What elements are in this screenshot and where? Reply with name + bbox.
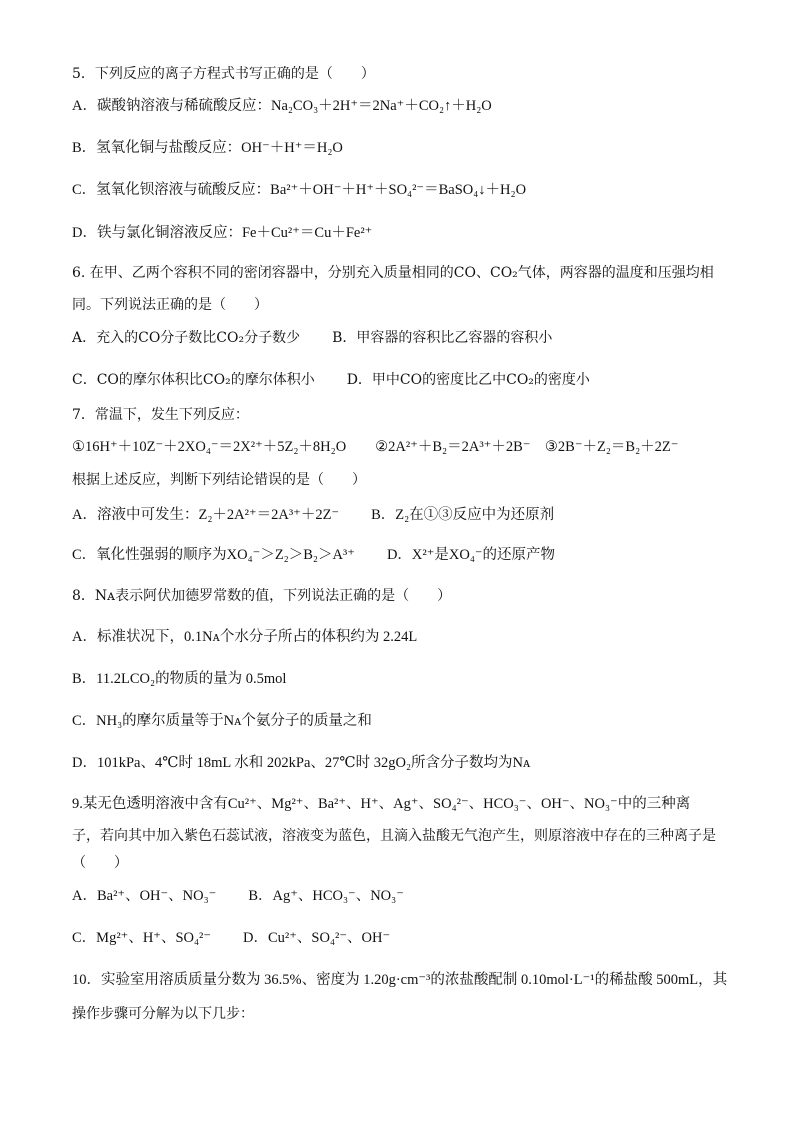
q5-option-c: C．氢氧化钡溶液与硫酸反应：Ba²⁺＋OH⁻＋H⁺＋SO₄²⁻＝BaSO₄↓＋H₂O <box>72 182 527 198</box>
q7-option-d: D．X²⁺是XO₄⁻的还原产物 <box>386 547 556 563</box>
q6-option-c: C．CO的摩尔体积比CO₂的摩尔体积小 <box>72 372 315 388</box>
q6-stem-line1: 6. 在甲、乙两个容积不同的密闭容器中，分别充入质量相同的CO、CO₂气体，两容器的温度和压强均相 <box>72 265 714 281</box>
q6-option-b: B．甲容器的容积比乙容器的容积小 <box>332 330 553 346</box>
q5-option-d: D．铁与氯化铜溶液反应：Fe＋Cu²⁺＝Cu＋Fe²⁺ <box>72 225 373 241</box>
q5-option-b: B．氢氧化铜与盐酸反应：OH⁻＋H⁺＝H₂O <box>72 140 343 156</box>
q9-options-cd <box>72 928 732 948</box>
q6-option-d: D．甲中CO的密度比乙中CO₂的密度小 <box>346 372 590 388</box>
q6-stem-line2: 同。下列说法正确的是（ ） <box>72 297 268 313</box>
q9-option-a: A．Ba²⁺、OH⁻、NO₃⁻ <box>72 888 217 904</box>
q8-option-c: C．NH₃的摩尔质量等于Nᴀ个氨分子的质量之和 <box>72 713 372 729</box>
q7-options-ab <box>72 505 732 525</box>
q7-stem2: 根据上述反应，判断下列结论错误的是（ ） <box>72 472 366 488</box>
q7-stem: 7．常温下，发生下列反应： <box>72 407 249 423</box>
q7-options-cd <box>72 545 732 565</box>
q8-option-a: A．标准状况下，0.1Nᴀ个水分子所占的体积约为 2.24L <box>72 629 418 645</box>
q9-option-b: B．Ag⁺、HCO₃⁻、NO₃⁻ <box>248 888 404 904</box>
q7-reactions: ①16H⁺＋10Z⁻＋2XO₄⁻＝2X²⁺＋5Z₂＋8H₂O ②2A²⁺＋B₂＝2A³⁺＋2B⁻ ③2B⁻＋Z₂＝B₂＋2Z⁻ <box>72 439 679 455</box>
q8-option-d: D．101kPa、4℃时 18mL 水和 202kPa、27℃时 32gO₂所含分子数均为Nᴀ <box>72 755 531 771</box>
q9-stem-line2: 子，若向其中加入紫色石蕊试液，溶液变为蓝色，且滴入盐酸无气泡产生，则原溶液中存在的三种离子是 <box>72 828 716 844</box>
q7-option-b: B．Z₂在①③反应中为还原剂 <box>371 507 555 523</box>
q9-options-ab <box>72 886 732 906</box>
q5-option-a: A．碳酸钠溶液与稀硫酸反应：Na₂CO₃＋2H⁺＝2Na⁺＋CO₂↑＋H₂O <box>72 98 492 114</box>
q5-stem: 5．下列反应的离子方程式书写正确的是（ ） <box>72 66 375 82</box>
q6-option-a: A．充入的CO分子数比CO₂分子数少 <box>72 330 301 346</box>
q9-option-d: D．Cu²⁺、SO₄²⁻、OH⁻ <box>243 930 391 946</box>
q8-option-b: B．11.2LCO₂的物质的量为 0.5mol <box>72 671 287 687</box>
q10-stem-line2: 操作步骤可分解为以下几步： <box>72 1006 254 1022</box>
q8-stem: 8．Nᴀ表示阿伏加德罗常数的值，下列说法正确的是（ ） <box>72 588 452 604</box>
q7-option-c: C．氧化性强弱的顺序为XO₄⁻＞Z₂＞B₂＞A³⁺ <box>72 547 355 563</box>
q10-stem-line1: 10．实验室用溶质质量分数为 36.5%、密度为 1.20g·cm⁻³的浓盐酸配制 0.10mol·L⁻¹的稀盐酸 500mL，其 <box>72 972 728 988</box>
q6-options-cd <box>72 370 732 390</box>
q9-stem-line1: 9.某无色透明溶液中含有Cu²⁺、Mg²⁺、Ba²⁺、H⁺、Ag⁺、SO₄²⁻、HCO₃⁻、OH⁻、NO₃⁻中的三种离 <box>72 796 691 812</box>
q9-option-c: C．Mg²⁺、H⁺、SO₄²⁻ <box>72 930 212 946</box>
q9-stem-line3: （ ） <box>72 855 128 871</box>
q7-option-a: A．溶液中可发生：Z₂＋2A²⁺＝2A³⁺＋2Z⁻ <box>72 507 340 523</box>
q6-options-ab <box>72 328 732 348</box>
